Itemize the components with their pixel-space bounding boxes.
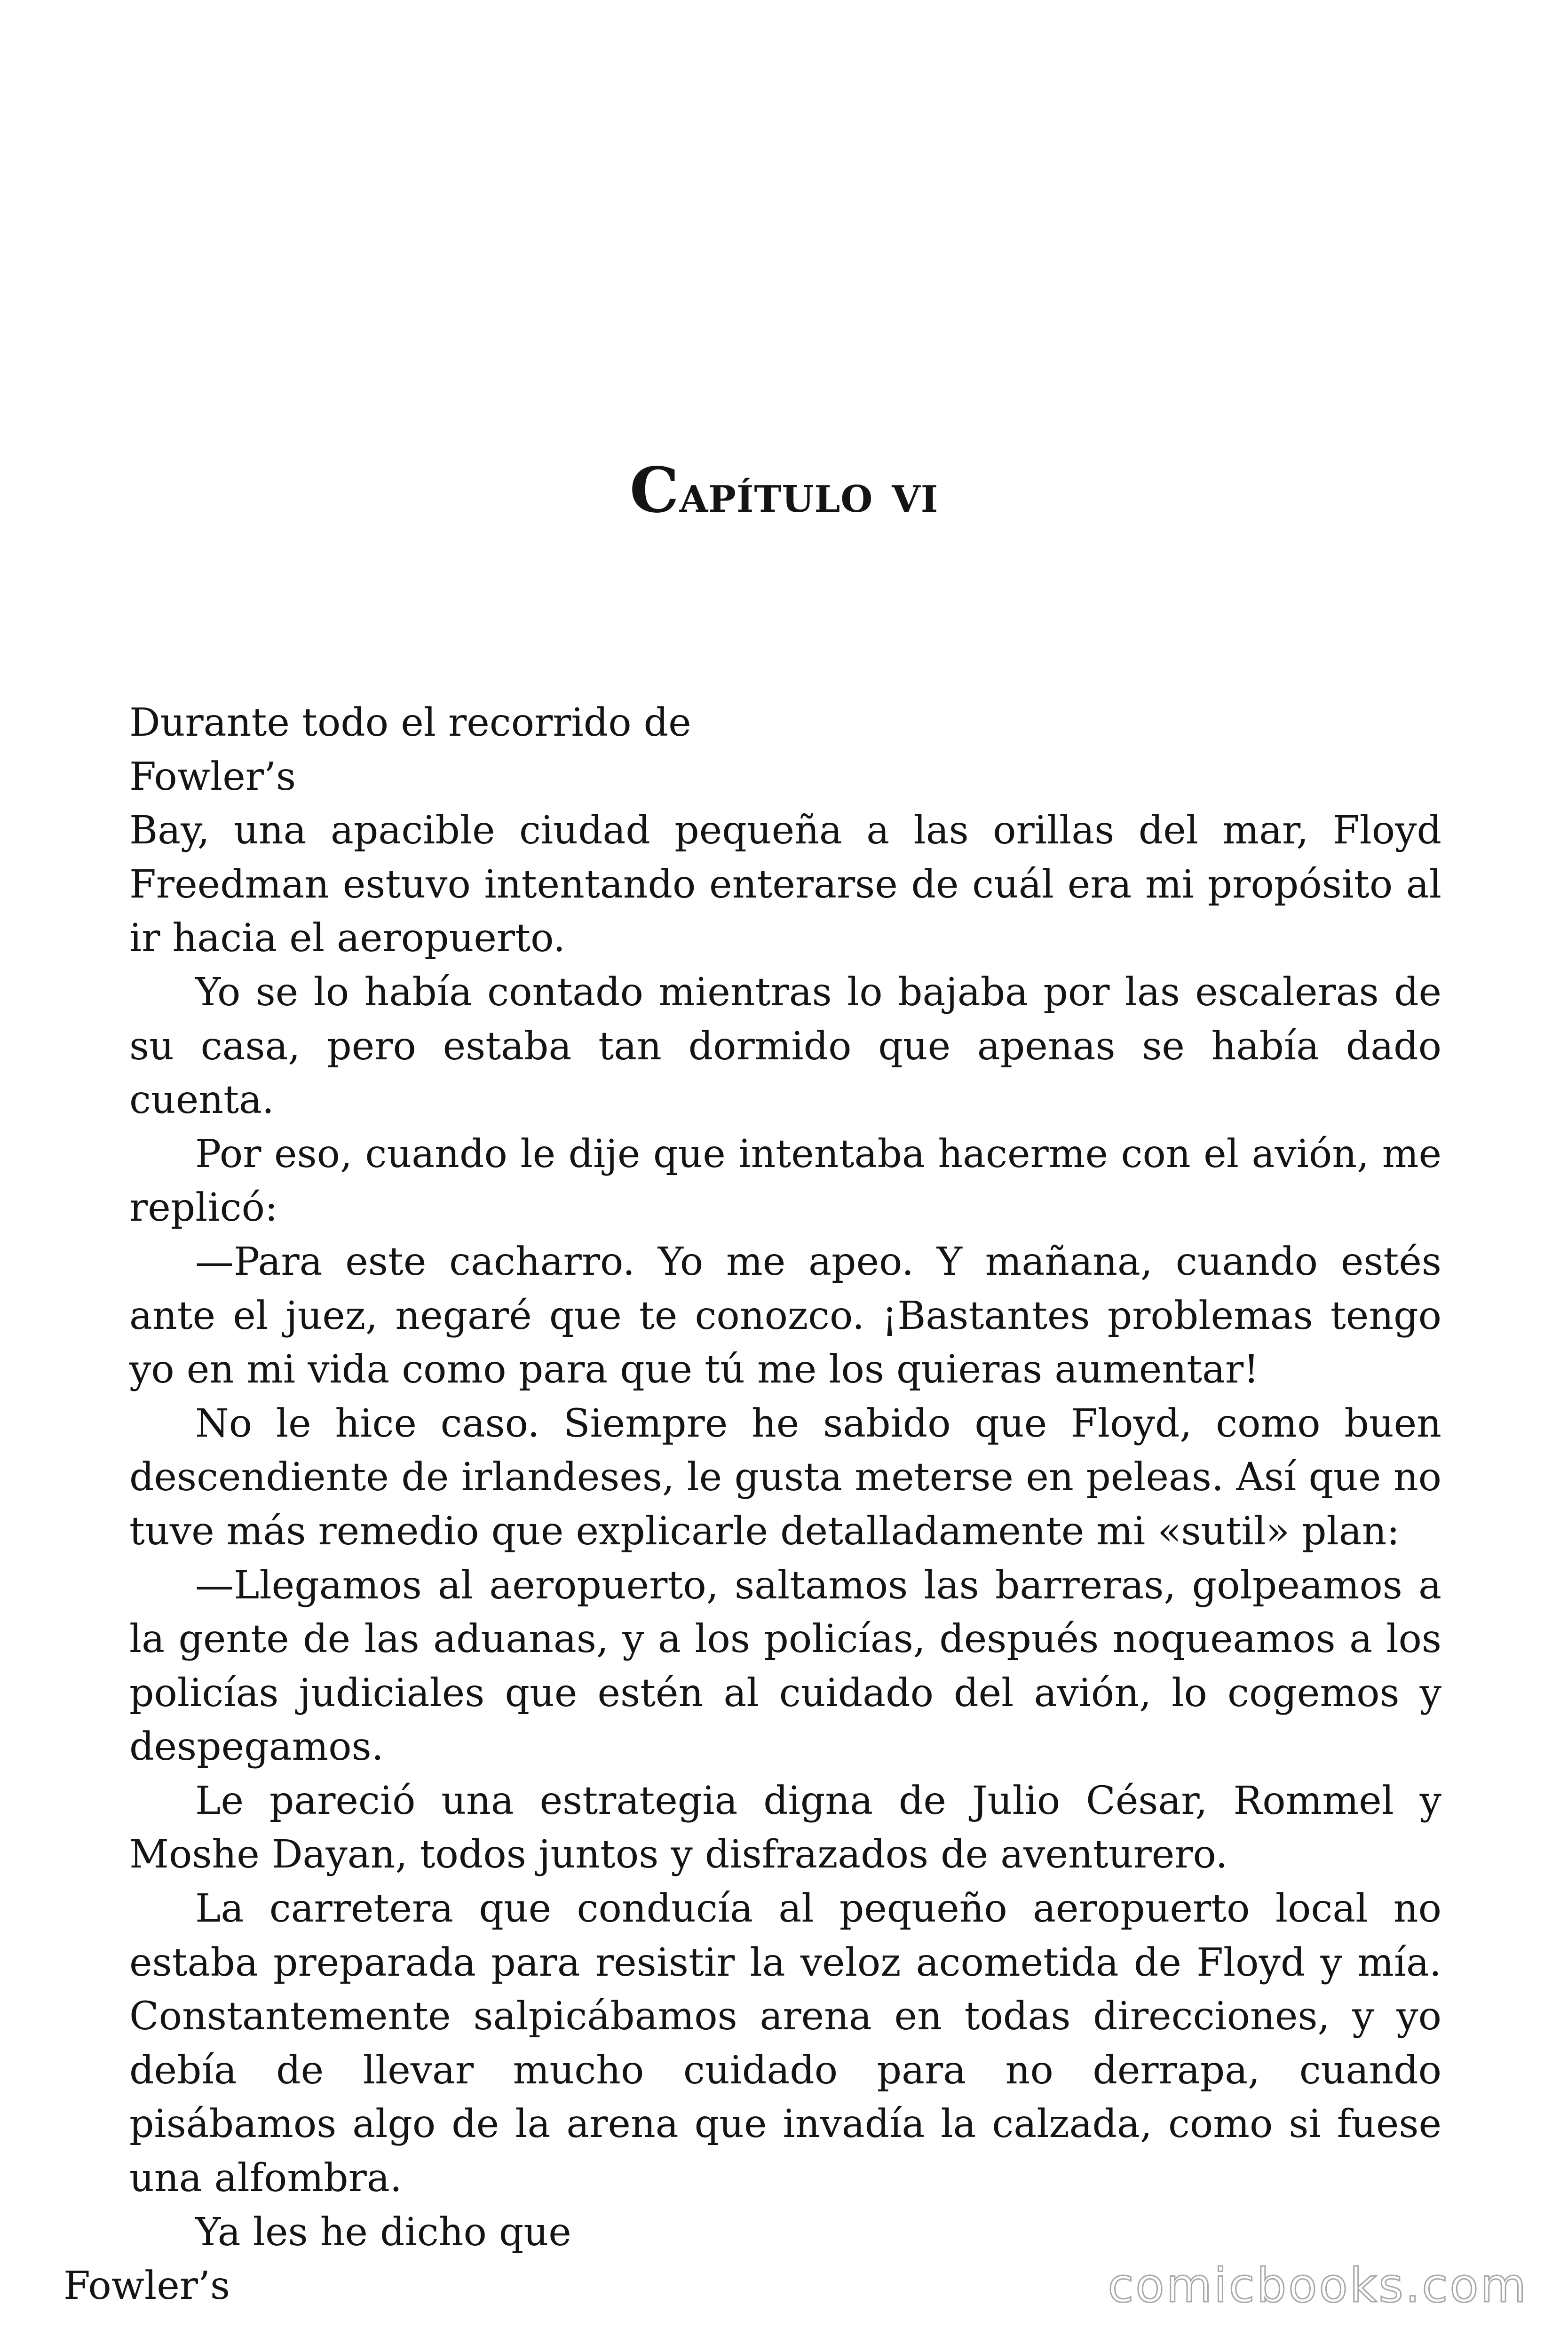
paragraph-8: La carretera que conducía al pequeño aeropuerto local no estaba preparada para resistir la veloz acometida de Floyd y mía. Constantemente salpicábamos arena en todas direcciones, y yo debía de llevar mucho cuidado para no derrapa, cuando pisábamos algo de la arena que invadía la calzada, como si fuese una alfombra. bbox=[129, 1886, 1441, 2201]
chapter-body bbox=[63, 696, 1441, 2313]
paragraph-1-text: Bay, una apacible ciudad pequeña a las orillas del mar, Floyd Freedman estuvo intentando enterarse de cuál era mi propósito al ir hacia el aeropuerto. bbox=[129, 808, 1441, 961]
paragraph-9-line-2: Fowler’s bbox=[63, 2264, 230, 2309]
paragraph-9-line-1: Ya les he dicho que bbox=[195, 2209, 571, 2255]
paragraph-7: Le pareció una estrategia digna de Julio César, Rommel y Moshe Dayan, todos juntos y disfrazados de aventurero. bbox=[129, 1778, 1441, 1877]
paragraph-1-line-2: Fowler’s bbox=[129, 754, 296, 799]
paragraph-1-line-1: Durante todo el recorrido de bbox=[129, 700, 691, 745]
paragraph-5: No le hice caso. Siempre he sabido que Floyd, como buen descendiente de irlandeses, le gusta meterse en peleas. Así que no tuve más remedio que explicarle detalladamente mi «sutil» plan: bbox=[129, 1401, 1441, 1554]
paragraph-2: Yo se lo había contado mientras lo bajaba por las escaleras de su casa, pero estaba tan dormido que apenas se había dado cuenta. bbox=[129, 969, 1441, 1123]
paragraph-6: —Llegamos al aeropuerto, saltamos las barreras, golpeamos a la gente de las aduanas, y a los policías, después noqueamos a los policías judiciales que estén al cuidado del avión, lo cogemos y despegamos. bbox=[129, 1563, 1441, 1770]
paragraph-3: Por eso, cuando le dije que intentaba hacerme con el avión, me replicó: bbox=[129, 1131, 1441, 1231]
paragraph-1 bbox=[129, 696, 1441, 966]
chapter-title-rest: apítulo vi bbox=[679, 463, 939, 524]
paragraph-4: —Para este cacharro. Yo me apeo. Y mañana, cuando estés ante el juez, negaré que te conozco. ¡Bastantes problemas tengo yo en mi vida como para que tú me los quieras aumentar! bbox=[129, 1239, 1441, 1392]
chapter-title-initial: C bbox=[629, 454, 680, 527]
chapter-title bbox=[0, 454, 1568, 527]
watermark: comicbooks.com bbox=[1108, 2258, 1528, 2313]
